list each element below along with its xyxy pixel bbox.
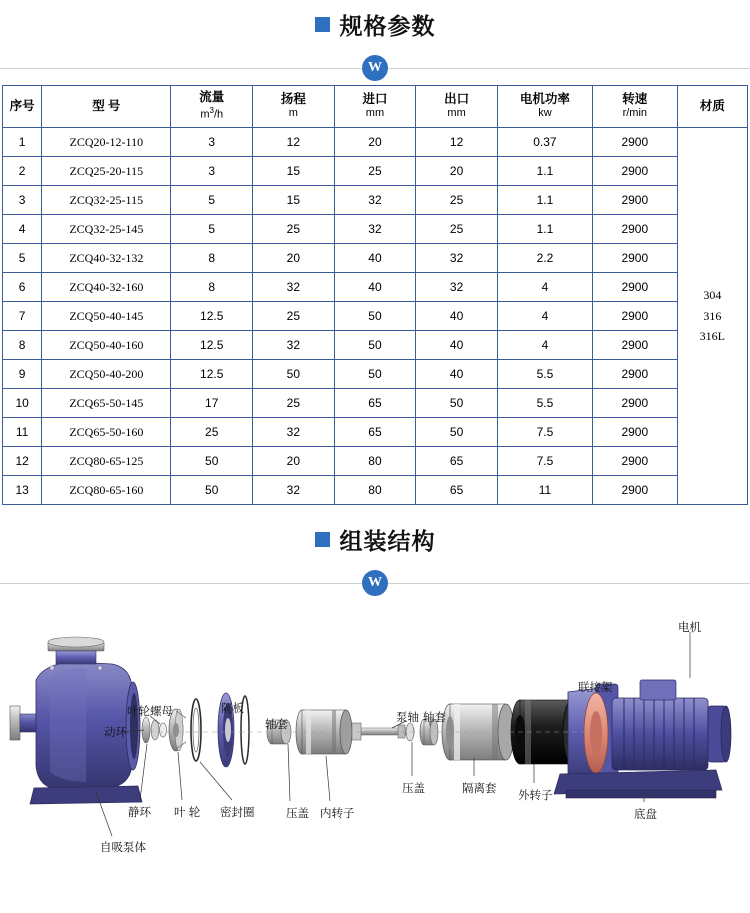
label-base-plate: 底盘 <box>634 809 657 821</box>
cell-power: 4 <box>497 302 592 331</box>
cell-head: 25 <box>253 389 335 418</box>
seal-ring-group <box>191 699 201 761</box>
square-marker-icon <box>315 532 330 547</box>
page-title: 规格参数 <box>339 13 436 39</box>
cell-outlet: 25 <box>416 215 498 244</box>
cell-inlet: 80 <box>334 447 416 476</box>
header-material: 材质 <box>677 86 747 128</box>
spec-table-wrapper <box>0 85 750 505</box>
specs-divider <box>0 51 750 85</box>
cell-outlet: 40 <box>416 302 498 331</box>
label-pump-shaft: 泵轴 <box>396 712 419 724</box>
table-row <box>3 273 748 302</box>
cell-model: ZCQ50-40-160 <box>42 331 171 360</box>
cell-no: 9 <box>3 360 42 389</box>
cell-inlet: 50 <box>334 302 416 331</box>
header-outlet: 出口 mm <box>416 86 498 128</box>
header-inlet: 进口 mm <box>334 86 416 128</box>
cell-speed: 2900 <box>592 331 677 360</box>
cell-power: 1.1 <box>497 186 592 215</box>
cell-model: ZCQ50-40-145 <box>42 302 171 331</box>
cell-head: 32 <box>253 273 335 302</box>
cell-model: ZCQ32-25-145 <box>42 215 171 244</box>
cell-material <box>677 128 747 505</box>
cell-no: 6 <box>3 273 42 302</box>
cell-outlet: 40 <box>416 331 498 360</box>
cell-power: 7.5 <box>497 418 592 447</box>
cell-inlet: 50 <box>334 360 416 389</box>
cell-head: 12 <box>253 128 335 157</box>
pump-body-group <box>10 637 142 804</box>
cell-speed: 2900 <box>592 447 677 476</box>
cell-flow: 8 <box>171 244 253 273</box>
table-row <box>3 389 748 418</box>
cell-speed: 2900 <box>592 244 677 273</box>
cell-inlet: 40 <box>334 273 416 302</box>
cell-no: 13 <box>3 476 42 505</box>
assembly-section-header <box>0 505 750 556</box>
cell-model: ZCQ20-12-110 <box>42 128 171 157</box>
cell-power: 5.5 <box>497 389 592 418</box>
cell-power: 5.5 <box>497 360 592 389</box>
cell-speed: 2900 <box>592 360 677 389</box>
label-seal-ring: 密封圈 <box>220 807 255 819</box>
pump-rear-ring <box>126 682 140 770</box>
cell-no: 12 <box>3 447 42 476</box>
cell-no: 10 <box>3 389 42 418</box>
cell-speed: 2900 <box>592 186 677 215</box>
cell-flow: 17 <box>171 389 253 418</box>
cell-speed: 2900 <box>592 476 677 505</box>
material-304: 304 <box>703 288 722 303</box>
cell-power: 4 <box>497 331 592 360</box>
cell-power: 7.5 <box>497 447 592 476</box>
cell-model: ZCQ50-40-200 <box>42 360 171 389</box>
cell-power: 1.1 <box>497 215 592 244</box>
cell-flow: 3 <box>171 157 253 186</box>
cell-power: 11 <box>497 476 592 505</box>
cell-flow: 3 <box>171 128 253 157</box>
cell-power: 4 <box>497 273 592 302</box>
cell-head: 20 <box>253 244 335 273</box>
pump-shaft-group <box>352 723 414 740</box>
specs-section-header <box>0 0 750 41</box>
cell-model: ZCQ32-25-115 <box>42 186 171 215</box>
cell-flow: 50 <box>171 476 253 505</box>
specifications-table <box>2 85 748 505</box>
cell-outlet: 65 <box>416 447 498 476</box>
cell-outlet: 50 <box>416 418 498 447</box>
cell-speed: 2900 <box>592 302 677 331</box>
cell-inlet: 32 <box>334 215 416 244</box>
cell-outlet: 12 <box>416 128 498 157</box>
table-row <box>3 360 748 389</box>
cell-model: ZCQ25-20-115 <box>42 157 171 186</box>
cell-speed: 2900 <box>592 128 677 157</box>
cell-head: 20 <box>253 447 335 476</box>
table-row <box>3 215 748 244</box>
assembly-divider <box>0 566 750 600</box>
cell-head: 50 <box>253 360 335 389</box>
label-partition: 隔板 <box>221 703 244 715</box>
cell-head: 32 <box>253 331 335 360</box>
cell-flow: 5 <box>171 215 253 244</box>
cell-model: ZCQ40-32-160 <box>42 273 171 302</box>
cell-head: 32 <box>253 476 335 505</box>
label-static-ring: 静环 <box>128 807 151 819</box>
cell-model: ZCQ80-65-125 <box>42 447 171 476</box>
label-pump-body: 自吸泵体 <box>100 842 146 854</box>
label-shaft-sleeve: 轴套 <box>265 719 288 731</box>
assembly-title: 组装结构 <box>339 528 436 554</box>
cell-flow: 25 <box>171 418 253 447</box>
cell-no: 8 <box>3 331 42 360</box>
label-gland: 压盖 <box>286 808 309 820</box>
header-model: 型 号 <box>42 86 171 128</box>
header-head: 扬程 m <box>253 86 335 128</box>
label-coupling: 联接架 <box>578 682 613 694</box>
cell-speed: 2900 <box>592 157 677 186</box>
cell-outlet: 32 <box>416 273 498 302</box>
label-shaft-sleeve-2: 轴套 <box>423 712 446 724</box>
cell-inlet: 20 <box>334 128 416 157</box>
label-moving-ring: 动环 <box>104 727 127 739</box>
cell-no: 4 <box>3 215 42 244</box>
cell-inlet: 65 <box>334 418 416 447</box>
label-motor: 电机 <box>678 622 701 634</box>
table-row <box>3 331 748 360</box>
label-impeller-nut: 叶轮螺母 <box>127 706 173 718</box>
cell-model: ZCQ65-50-145 <box>42 389 171 418</box>
table-row <box>3 447 748 476</box>
table-header-row <box>3 86 748 128</box>
cell-flow: 12.5 <box>171 331 253 360</box>
cell-outlet: 32 <box>416 244 498 273</box>
cell-head: 25 <box>253 215 335 244</box>
cell-flow: 50 <box>171 447 253 476</box>
cell-inlet: 65 <box>334 389 416 418</box>
cell-flow: 8 <box>171 273 253 302</box>
cell-model: ZCQ80-65-160 <box>42 476 171 505</box>
w-logo-badge: W <box>362 55 388 81</box>
cell-power: 0.37 <box>497 128 592 157</box>
cell-no: 11 <box>3 418 42 447</box>
cell-power: 2.2 <box>497 244 592 273</box>
header-flow: 流量 $m^3/h$ <box>171 86 253 128</box>
cell-inlet: 40 <box>334 244 416 273</box>
cell-flow: 12.5 <box>171 302 253 331</box>
table-row <box>3 244 748 273</box>
cell-flow: 12.5 <box>171 360 253 389</box>
cell-no: 5 <box>3 244 42 273</box>
label-outer-rotor: 外转子 <box>518 790 553 802</box>
cell-speed: 2900 <box>592 389 677 418</box>
w-logo-badge: W <box>362 570 388 596</box>
label-impeller: 叶 轮 <box>174 807 201 819</box>
table-row <box>3 302 748 331</box>
cell-inlet: 25 <box>334 157 416 186</box>
label-inner-rotor: 内转子 <box>320 808 355 820</box>
cell-inlet: 80 <box>334 476 416 505</box>
square-marker-icon <box>315 17 330 32</box>
cell-head: 32 <box>253 418 335 447</box>
cell-outlet: 25 <box>416 186 498 215</box>
table-row <box>3 418 748 447</box>
seal-parts-group <box>142 717 167 743</box>
cell-head: 15 <box>253 157 335 186</box>
material-316: 316 <box>703 308 722 323</box>
cell-no: 1 <box>3 128 42 157</box>
header-flow-unit: $m^3/h$ <box>200 106 224 121</box>
label-isolation-sleeve: 隔离套 <box>462 783 497 795</box>
header-power: 电机功率 kw <box>497 86 592 128</box>
cell-power: 1.1 <box>497 157 592 186</box>
cell-no: 3 <box>3 186 42 215</box>
cell-no: 7 <box>3 302 42 331</box>
cell-outlet: 40 <box>416 360 498 389</box>
table-row <box>3 157 748 186</box>
cell-no: 2 <box>3 157 42 186</box>
cell-outlet: 20 <box>416 157 498 186</box>
cell-head: 15 <box>253 186 335 215</box>
table-row <box>3 128 748 157</box>
table-row <box>3 186 748 215</box>
coupling-bracket-group <box>568 684 618 782</box>
cell-speed: 2900 <box>592 418 677 447</box>
material-316l: 316L <box>699 329 725 344</box>
cell-inlet: 32 <box>334 186 416 215</box>
cell-model: ZCQ65-50-160 <box>42 418 171 447</box>
cell-speed: 2900 <box>592 273 677 302</box>
assembly-exploded-diagram <box>0 606 750 911</box>
cell-flow: 5 <box>171 186 253 215</box>
cell-inlet: 50 <box>334 331 416 360</box>
table-row <box>3 476 748 505</box>
header-speed: 转速 r/min <box>592 86 677 128</box>
cell-outlet: 65 <box>416 476 498 505</box>
label-gland-2: 压盖 <box>402 783 425 795</box>
cell-speed: 2900 <box>592 215 677 244</box>
diagram-svg <box>0 606 750 911</box>
cell-model: ZCQ40-32-132 <box>42 244 171 273</box>
cell-outlet: 50 <box>416 389 498 418</box>
header-no: 序号 <box>3 86 42 128</box>
cell-head: 25 <box>253 302 335 331</box>
